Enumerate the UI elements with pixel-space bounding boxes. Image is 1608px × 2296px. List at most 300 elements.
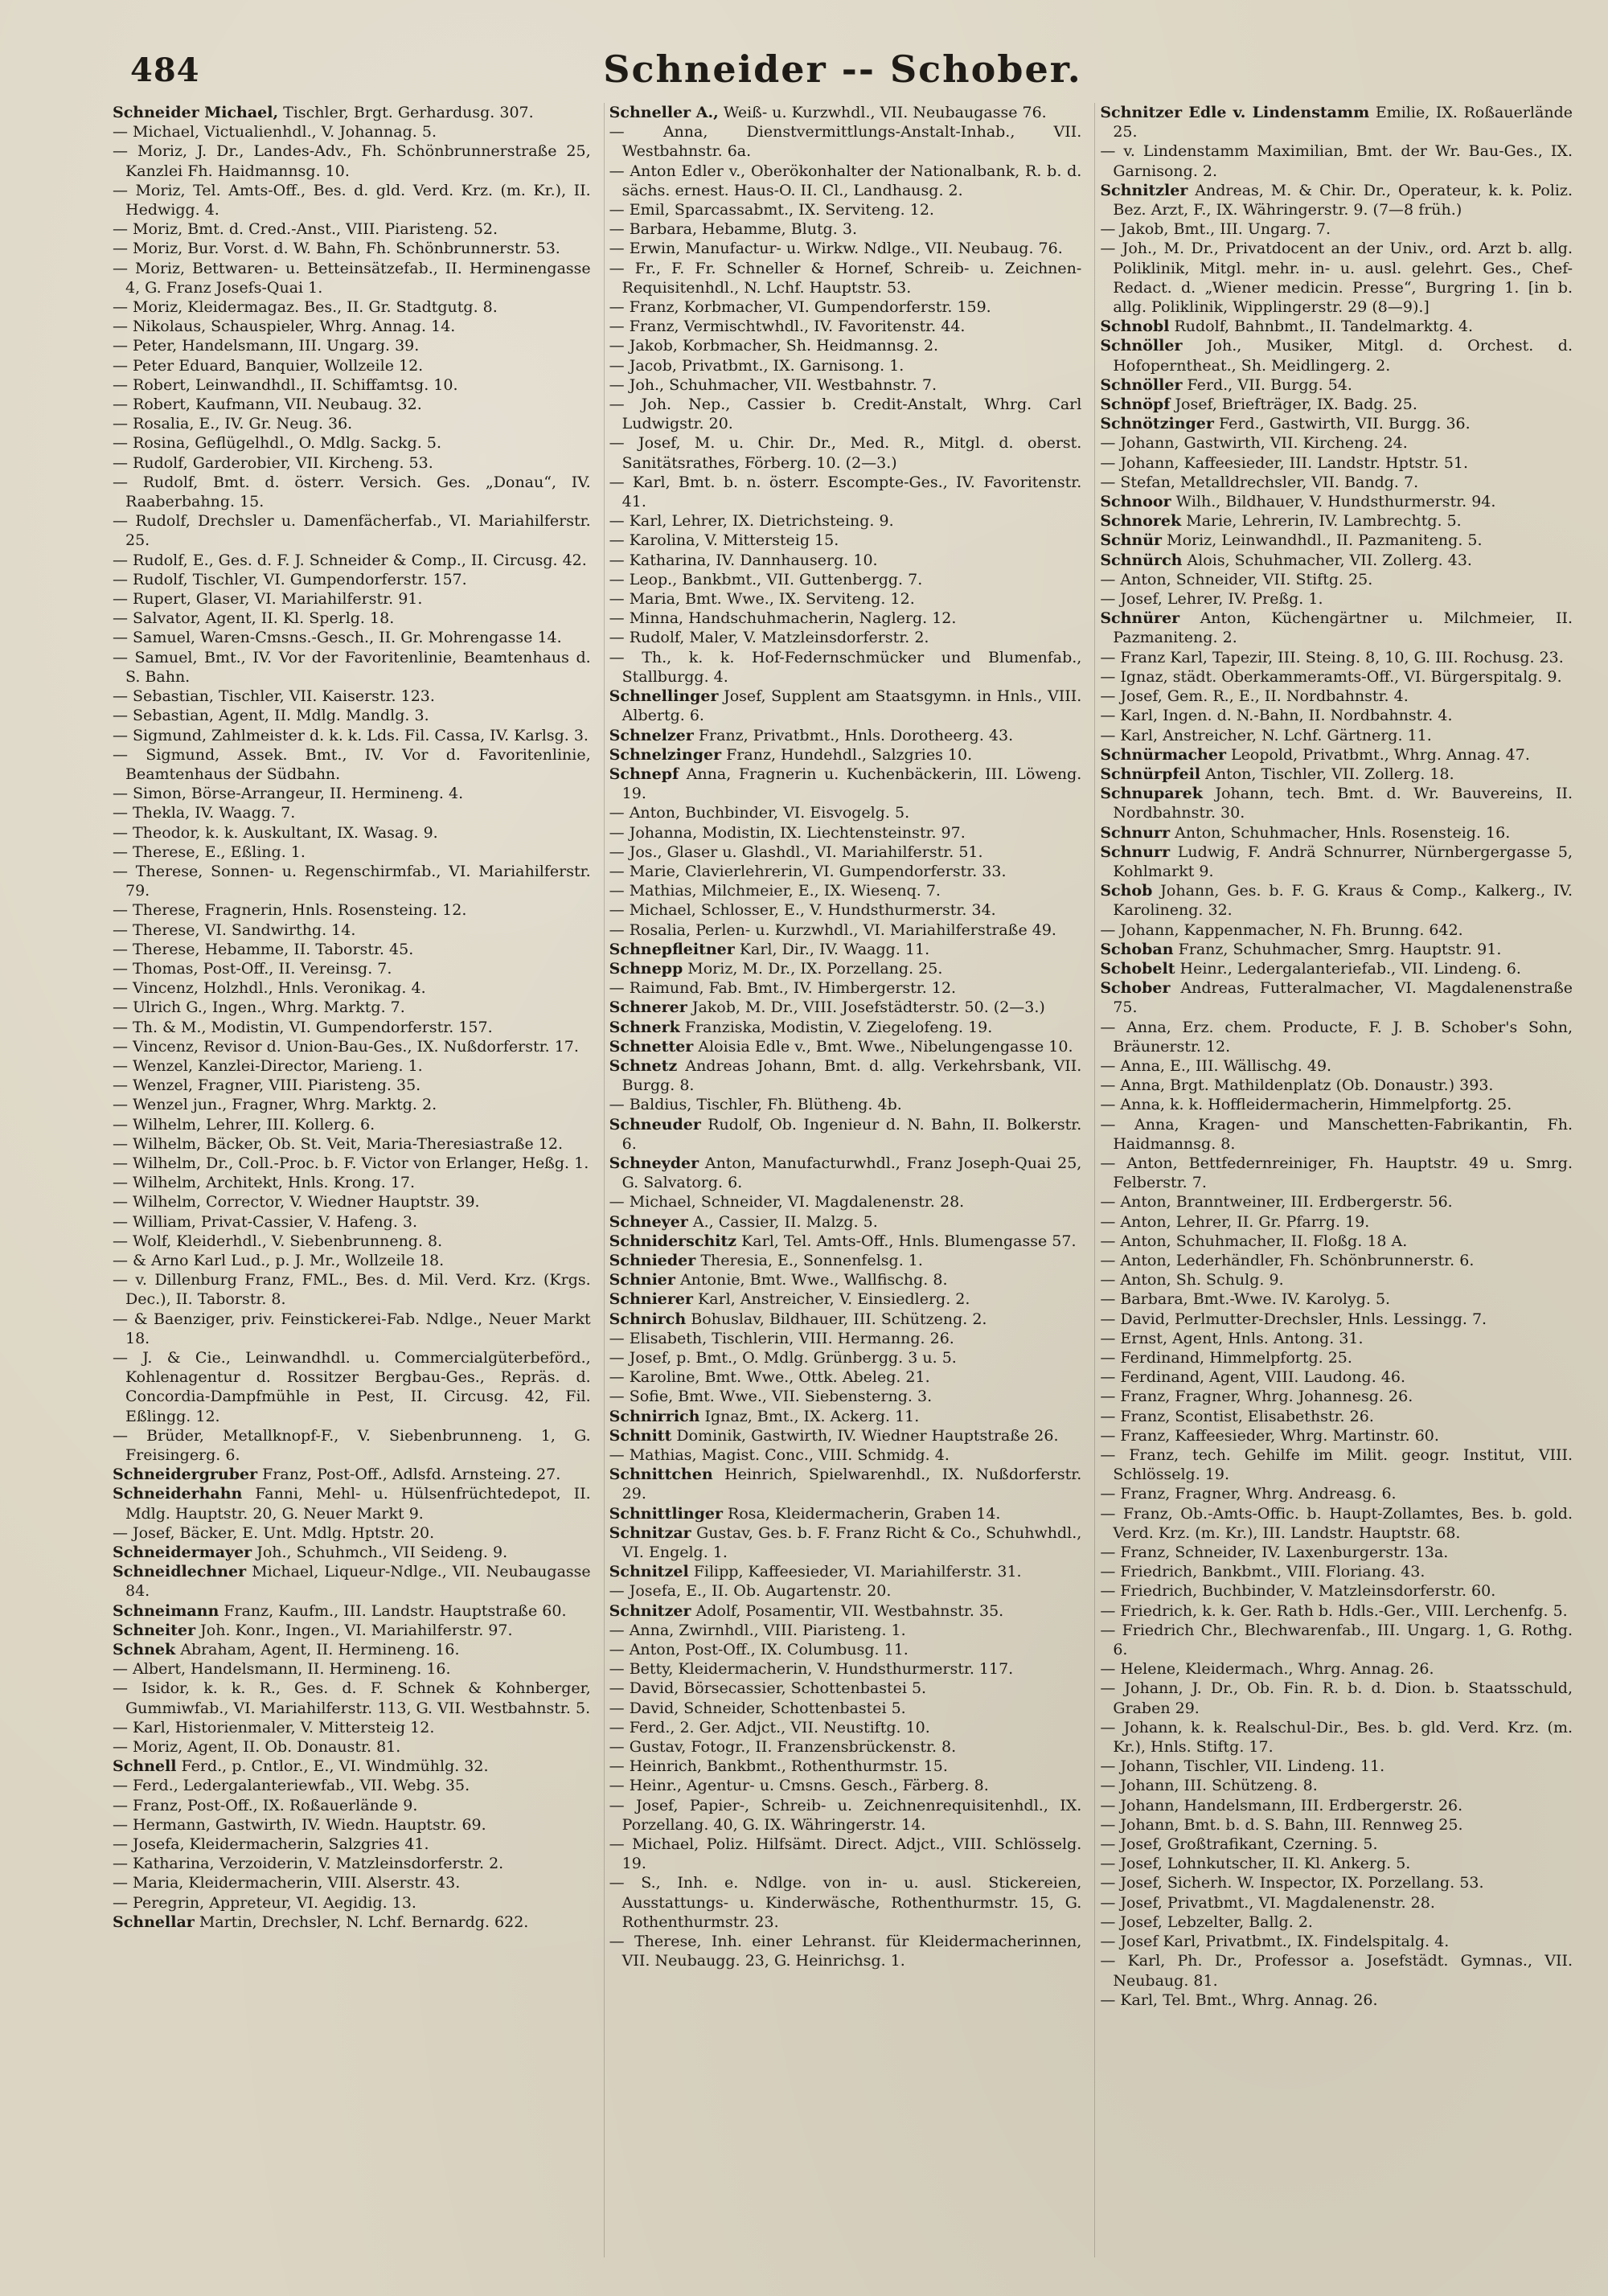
entry-details: — v. Lindenstamm Maximilian, Bmt. der Wr. Bau-Ges., IX. Garnisong. 2. — [1100, 142, 1573, 180]
entry-details: — Franz, Post-Off., IX. Roßauerlände 9. — [113, 1796, 418, 1814]
directory-entry — [113, 1310, 591, 1348]
entry-details: Abraham, Agent, II. Hermineng. 16. — [180, 1641, 460, 1659]
entry-details: Franz, Post-Off., Adlsfd. Arnsteing. 27. — [262, 1466, 561, 1484]
entry-surname: Schnuparek — [1100, 785, 1203, 803]
directory-entry — [113, 998, 591, 1017]
directory-entry — [609, 1621, 1082, 1640]
entry-details: — Katharina, IV. Dannhauserg. 10. — [609, 551, 878, 569]
directory-entry — [1100, 1913, 1573, 1932]
entry-details: Aloisia Edle v., Bmt. Wwe., Nibelungengasse 10. — [698, 1037, 1073, 1056]
directory-entry — [113, 1640, 591, 1659]
entry-surname: Schneller A., — [609, 104, 719, 121]
entry-surname: Schnier — [609, 1271, 675, 1289]
entry-details: — Franz, Vermischtwhdl., IV. Favoritenstr. 44. — [609, 318, 966, 336]
entry-details: — Michael, Schneider, VI. Magdalenenstr. 28. — [609, 1193, 965, 1212]
entry-details: — Wilhelm, Dr., Coll.-Proc. b. F. Victor von Erlanger, Heßg. 1. — [113, 1154, 589, 1172]
entry-details: — Friedrich Chr., Blechwarenfab., III. Ungarg. 1, G. Rothg. 6. — [1100, 1621, 1573, 1659]
entry-details: — Ferd., Ledergalanteriewfab., VII. Webg. 35. — [113, 1777, 470, 1795]
directory-entry — [1100, 1095, 1573, 1114]
entry-details: — Leop., Bankbmt., VII. Guttenbergg. 7. — [609, 570, 923, 588]
directory-entry — [609, 1037, 1082, 1056]
directory-entry — [113, 1076, 591, 1095]
entry-details: — Franz, Fragner, Whrg. Johannesg. 26. — [1100, 1388, 1413, 1406]
entry-details: — Josefa, Kleidermacherin, Salzgries 41. — [113, 1835, 429, 1854]
directory-entry — [1100, 239, 1573, 317]
entry-details: — Friedrich, Buchbinder, V. Matzleinsdorferstr. 60. — [1100, 1582, 1496, 1601]
directory-entry — [1100, 1232, 1573, 1251]
entry-details: — Therese, Sonnen- u. Regenschirmfab., VI. Mariahilferstr. 79. — [113, 862, 591, 900]
entry-surname: Schnitzer — [609, 1601, 691, 1620]
entry-details: — Brüder, Metallknopf-F., V. Siebenbrunneng. 1, G. Freisingerg. 6. — [113, 1426, 591, 1465]
entry-details: — Stefan, Metalldrechsler, VII. Bandg. 7. — [1100, 473, 1419, 491]
entry-details: — Josef, p. Bmt., O. Mdlg. Grünbergg. 3 u. 5. — [609, 1349, 957, 1367]
directory-entry — [1100, 784, 1573, 822]
entry-details: — Samuel, Bmt., IV. Vor der Favoritenlinie, Beamtenhaus d. S. Bahn. — [113, 648, 591, 686]
entry-surname: Schnerk — [609, 1018, 680, 1036]
directory-entry — [609, 687, 1082, 725]
entry-surname: Schneuder — [609, 1115, 701, 1134]
directory-entry — [609, 1932, 1082, 1970]
directory-entry — [113, 414, 591, 433]
entry-details: — Maria, Kleidermacherin, VIII. Alserstr. 43. — [113, 1874, 461, 1892]
entry-details: — Franz, tech. Gehilfe im Milit. geogr. Institut, VIII. Schlösselg. 19. — [1100, 1446, 1573, 1484]
entry-details: — Therese, Hebamme, II. Taborstr. 45. — [113, 940, 414, 958]
entry-details: — Anton Edler v., Oberökonhalter der Nationalbank, R. b. d. sächs. ernest. Haus-O. II. Cl., Landhausg. 2. — [609, 162, 1082, 199]
entry-details: Franz, Kaufm., III. Landstr. Hauptstraße 60. — [224, 1601, 567, 1620]
directory-entry — [113, 336, 591, 355]
entry-details: — Ernst, Agent, Hnls. Antong. 31. — [1100, 1329, 1364, 1347]
directory-entry — [113, 1154, 591, 1173]
entry-surname: Schneimann — [113, 1601, 219, 1620]
directory-entry — [609, 920, 1082, 940]
entry-details: Josef, Briefträger, IX. Badg. 25. — [1175, 396, 1417, 414]
entry-details: — Franz Karl, Tapezir, III. Steing. 8, 10, G. III. Rochusg. 23. — [1100, 648, 1564, 666]
entry-details: — Anna, Kragen- und Manschetten-Fabrikantin, Fh. Haidmannsg. 8. — [1100, 1115, 1573, 1153]
entry-details: Joh. Konr., Ingen., VI. Mariahilferstr. 97. — [200, 1621, 513, 1639]
entry-surname: Schnoor — [1100, 493, 1171, 511]
directory-entry — [609, 1523, 1082, 1562]
entry-details: — Josef Karl, Privatbmt., IX. Findelspitalg. 4. — [1100, 1933, 1450, 1951]
entry-details: Anna, Fragnerin u. Kuchenbäckerin, III. Löweng. 19. — [621, 765, 1082, 803]
directory-entry — [113, 1718, 591, 1737]
entry-details: — Peter, Handelsmann, III. Ungarg. 39. — [113, 337, 420, 355]
directory-entry — [609, 219, 1082, 239]
entry-details: — Rudolf, Tischler, VI. Gumpendorferstr. 157. — [113, 570, 467, 588]
entry-details: Emilie, IX. Roßauerlände 25. — [1113, 104, 1573, 141]
entry-surname: Schneiderhahn — [113, 1485, 243, 1503]
entry-surname: Schobelt — [1100, 959, 1175, 978]
directory-entry — [609, 1192, 1082, 1212]
entry-details: — Jakob, Bmt., III. Ungarg. 7. — [1100, 220, 1331, 239]
entry-details: — Albert, Handelsmann, II. Hermineng. 16. — [113, 1660, 451, 1679]
directory-entry — [609, 900, 1082, 920]
entry-details: — Thekla, IV. Waagg. 7. — [113, 804, 296, 822]
directory-entry — [113, 317, 591, 336]
entry-details: Andreas, M. & Chir. Dr., Operateur, k. k. Poliz. Bez. Arzt, F., IX. Währingerstr. 9. (7—8 früh.) — [1113, 181, 1573, 219]
directory-entry — [1100, 181, 1573, 219]
directory-entry — [1100, 1056, 1573, 1076]
directory-entry — [609, 959, 1082, 978]
directory-entry — [113, 1854, 591, 1873]
entry-details: — Robert, Kaufmann, VII. Neubaug. 32. — [113, 396, 422, 414]
directory-entry — [1100, 1562, 1573, 1581]
directory-entry — [609, 473, 1082, 511]
directory-entry — [113, 843, 591, 862]
entry-details: — Wilhelm, Bäcker, Ob. St. Veit, Maria-Theresiastraße 12. — [113, 1134, 563, 1153]
entry-details: — Robert, Leinwandhdl., II. Schiffamtsg. 10. — [113, 375, 458, 394]
entry-details: — Josef, Privatbmt., VI. Magdalenenstr. 28. — [1100, 1893, 1435, 1912]
entry-details: — Franz, Kaffeesieder, Whrg. Martinstr. 60. — [1100, 1426, 1439, 1445]
entry-details: — Franz, Fragner, Whrg. Andreasg. 6. — [1100, 1485, 1397, 1503]
entry-details: — Anton, Buchbinder, VI. Eisvogelg. 5. — [609, 804, 910, 822]
entry-details: — Sigmund, Assek. Bmt., IV. Vor d. Favoritenlinie, Beamtenhaus der Südbahn. — [113, 745, 591, 783]
entry-surname: Schnepp — [609, 959, 683, 978]
entry-surname: Schnirrich — [609, 1407, 700, 1425]
entry-details: — Therese, E., Eßling. 1. — [113, 843, 306, 861]
entry-details: — Karl, Tel. Bmt., Whrg. Annag. 26. — [1100, 1991, 1378, 2009]
entry-details: — Therese, VI. Sandwirthg. 14. — [113, 920, 356, 939]
entry-details: Antonie, Bmt. Wwe., Wallfischg. 8. — [679, 1271, 948, 1289]
directory-entry — [609, 1699, 1082, 1718]
directory-entry — [1100, 1445, 1573, 1484]
entry-details: Leopold, Privatbmt., Whrg. Annag. 47. — [1231, 745, 1530, 764]
entry-details: — Josef, M. u. Chir. Dr., Med. R., Mitgl. d. oberst. Sanitätsrathes, Förberg. 10. (2—3.) — [609, 434, 1082, 472]
directory-entry — [609, 1095, 1082, 1114]
entry-details: Martin, Drechsler, N. Lchf. Bernardg. 622. — [199, 1913, 529, 1931]
entry-details: Heinr., Ledergalanteriefab., VII. Lindeng. 6. — [1179, 959, 1521, 978]
directory-entry — [113, 122, 591, 141]
entry-details: — Josef, Lebzelter, Ballg. 2. — [1100, 1913, 1313, 1931]
directory-entry — [113, 395, 591, 414]
directory-entry — [113, 1601, 591, 1621]
directory-entry — [1100, 978, 1573, 1017]
directory-entry — [113, 570, 591, 589]
entry-details: Joh., Schuhmch., VII Seideng. 9. — [256, 1544, 508, 1562]
directory-entry — [113, 1134, 591, 1154]
directory-entry — [609, 1426, 1082, 1445]
directory-entry — [113, 1679, 591, 1717]
entry-surname: Schnöller — [1100, 375, 1183, 394]
directory-entry — [113, 648, 591, 687]
entry-surname: Schnöpf — [1100, 396, 1171, 414]
entry-details: Franz, Hundehdl., Salzgries 10. — [726, 745, 973, 764]
entry-details: Rosa, Kleidermacherin, Graben 14. — [728, 1504, 1001, 1523]
entry-details: Karl, Anstreicher, V. Einsiedlerg. 2. — [698, 1290, 970, 1309]
entry-details: — Heinrich, Bankbmt., Rothenthurmstr. 15. — [609, 1757, 948, 1776]
directory-entry — [1100, 609, 1573, 647]
directory-entry — [113, 141, 591, 180]
directory-entry — [609, 1018, 1082, 1037]
directory-entry — [609, 259, 1082, 297]
entry-details: Alois, Schuhmacher, VII. Zollerg. 43. — [1187, 551, 1472, 569]
entry-surname: Schnürer — [1100, 609, 1180, 628]
directory-entry — [609, 1659, 1082, 1679]
entry-surname: Schniderschitz — [609, 1232, 737, 1250]
directory-entry — [113, 1543, 591, 1562]
entry-details: — Anna, E., III. Wällischg. 49. — [1100, 1056, 1332, 1075]
directory-entry — [1100, 940, 1573, 959]
directory-entry — [1100, 414, 1573, 433]
directory-entry — [609, 1757, 1082, 1776]
entry-details: — Wolf, Kleiderhdl., V. Siebenbrunneng. 8. — [113, 1232, 443, 1250]
directory-entry — [1100, 745, 1573, 765]
entry-details: — Franz, Schneider, IV. Laxenburgerstr. 13a. — [1100, 1544, 1449, 1562]
directory-entry — [113, 1796, 591, 1815]
entry-details: — Vincenz, Holzhdl., Hnls. Veronikag. 4. — [113, 979, 426, 998]
entry-details: — Johann, Tischler, VII. Lindeng. 11. — [1100, 1757, 1385, 1776]
entry-details: Bohuslav, Bildhauer, III. Schützeng. 2. — [691, 1310, 987, 1328]
entry-details: Wilh., Bildhauer, V. Hundsthurmerstr. 94. — [1175, 493, 1496, 511]
directory-entry — [113, 1776, 591, 1795]
directory-entry — [113, 1348, 591, 1426]
entry-details: — Ignaz, städt. Oberkammeramts-Off., VI. Bürgerspitalg. 9. — [1100, 667, 1562, 686]
entry-details: — Joh., M. Dr., Privatdocent an der Univ., ord. Arzt b. allg. Poliklinik, Mitgl. mehr. in- u. ausl. gelehrt. Ges., Chef-Redact. d. „Wiener medicin. Presse“, Burgring 1. [in b. allg. Poliklinik, Wipplingerstr. 29 (8—9).] — [1100, 240, 1573, 317]
directory-entry — [113, 259, 591, 297]
directory-entry — [113, 687, 591, 706]
directory-entry — [113, 551, 591, 570]
page-number: 484 — [130, 51, 200, 89]
entry-surname: Schneidermayer — [113, 1544, 252, 1562]
entry-details: Johann, Ges. b. F. G. Kraus & Comp., Kalkerg., IV. Karolineng. 32. — [1113, 882, 1573, 920]
directory-entry — [1100, 1854, 1573, 1873]
directory-entry — [609, 1873, 1082, 1932]
entry-details: — Anton, Lederhändler, Fh. Schönbrunnerstr. 6. — [1100, 1251, 1475, 1269]
directory-entry — [609, 1737, 1082, 1757]
entry-details: — Moriz, Tel. Amts-Off., Bes. d. gld. Verd. Krz. (m. Kr.), II. Hedwigg. 4. — [113, 181, 591, 219]
entry-details: — Anton, Branntweiner, III. Erdbergerstr. 56. — [1100, 1193, 1453, 1212]
entry-details: Michael, Liqueur-Ndlge., VII. Neubaugasse 84. — [125, 1563, 591, 1601]
directory-entry — [609, 336, 1082, 355]
directory-entry — [1100, 1815, 1573, 1835]
entry-details: — Betty, Kleidermacherin, V. Hundsthurmerstr. 117. — [609, 1660, 1014, 1679]
entry-details: — Josef, Sicherh. W. Inspector, IX. Porzellang. 53. — [1100, 1874, 1484, 1892]
directory-entry — [1100, 395, 1573, 414]
directory-entry — [609, 1289, 1082, 1309]
directory-entry — [113, 959, 591, 978]
entry-surname: Schnelzinger — [609, 745, 722, 764]
directory-entry — [1100, 1679, 1573, 1717]
entry-details: Johann, tech. Bmt. d. Wr. Bauvereins, II. Nordbahnstr. 30. — [1113, 785, 1573, 822]
directory-entry — [1100, 920, 1573, 940]
directory-entry — [1100, 1212, 1573, 1232]
entry-details: — Anna, Erz. chem. Producte, F. J. B. Schober's Sohn, Bräunerstr. 12. — [1100, 1018, 1573, 1056]
entry-details: — Wenzel, Kanzlei-Director, Marieng. 1. — [113, 1056, 423, 1075]
entry-details: — Michael, Victualienhdl., V. Johannag. 5. — [113, 123, 437, 141]
directory-entry — [113, 628, 591, 647]
directory-entry — [1100, 1581, 1573, 1601]
entry-surname: Schnetz — [609, 1056, 678, 1075]
directory-entry — [1100, 1951, 1573, 1990]
directory-entry — [609, 823, 1082, 843]
page-header — [113, 35, 1573, 103]
entry-surname: Schnepfleitner — [609, 940, 735, 958]
directory-entry — [1100, 726, 1573, 745]
directory-entry — [113, 1095, 591, 1114]
entry-details: — Samuel, Waren-Cmsns.-Gesch., II. Gr. Mohrengasse 14. — [113, 629, 562, 647]
directory-entry — [609, 551, 1082, 570]
directory-entry — [1100, 1329, 1573, 1348]
entry-details: Moriz, M. Dr., IX. Porzellang. 25. — [687, 959, 943, 978]
column-1 — [113, 103, 591, 2257]
entry-surname: Schnitzer Edle v. Lindenstamm — [1100, 104, 1370, 121]
entry-details: — Fr., F. Fr. Schneller & Hornef, Schreib- u. Zeichnen-Requisitenhdl., N. Lchf. Hauptstr. 53. — [609, 259, 1082, 297]
directory-entry — [113, 1192, 591, 1212]
entry-details: — Isidor, k. k. R., Ges. d. F. Schnek & Kohnberger, Gummiwfab., VI. Mariahilferstr. 113, G. VII. Westbahnstr. 5. — [113, 1679, 591, 1717]
entry-details: Marie, Lehrerin, IV. Lambrechtg. 5. — [1186, 512, 1462, 531]
entry-details: — Erwin, Manufactur- u. Wirkw. Ndlge., VII. Neubaug. 76. — [609, 240, 1063, 258]
directory-entry — [113, 375, 591, 395]
entry-details: — Josef, Gem. R., E., II. Nordbahnstr. 4. — [1100, 687, 1409, 706]
entry-surname: Schnobl — [1100, 318, 1170, 336]
entry-details: — Josef, Großtrafikant, Czerning. 5. — [1100, 1835, 1378, 1854]
directory-entry — [113, 900, 591, 920]
directory-entry — [1100, 1659, 1573, 1679]
directory-entry — [609, 162, 1082, 200]
directory-entry — [609, 531, 1082, 550]
directory-entry — [1100, 1504, 1573, 1543]
directory-entry — [609, 1562, 1082, 1581]
entry-surname: Schnek — [113, 1641, 176, 1659]
entry-details: — Rudolf, Drechsler u. Damenfächerfab., VI. Mariahilferstr. 25. — [113, 512, 591, 550]
directory-entry — [609, 1387, 1082, 1406]
directory-entry — [113, 1173, 591, 1192]
entry-surname: Schnötzinger — [1100, 415, 1214, 433]
entry-details: Rudolf, Ob. Ingenieur d. N. Bahn, II. Bolkerstr. 6. — [621, 1115, 1082, 1153]
directory-entry — [1100, 1757, 1573, 1776]
entry-surname: Schnepf — [609, 765, 679, 783]
entry-details: — Simon, Börse-Arrangeur, II. Hermineng. 4. — [113, 785, 464, 803]
directory-entry — [113, 511, 591, 550]
directory-entry — [609, 1445, 1082, 1465]
directory-entry — [113, 1465, 591, 1484]
entry-details: — & Arno Karl Lud., p. J. Mr., Wollzeile 18. — [113, 1251, 445, 1269]
directory-entry — [113, 1562, 591, 1601]
directory-entry — [609, 1581, 1082, 1601]
entry-details: — Nikolaus, Schauspieler, Whrg. Annag. 14. — [113, 318, 456, 336]
directory-entry — [1100, 433, 1573, 453]
entry-surname: Schneyer — [609, 1212, 688, 1231]
entry-details: — Anton, Sh. Schulg. 9. — [1100, 1271, 1284, 1289]
entry-details: Adolf, Posamentir, VII. Westbahnstr. 35. — [695, 1601, 1004, 1620]
directory-entry — [1100, 551, 1573, 570]
entry-details: — Wenzel jun., Fragner, Whrg. Marktg. 2. — [113, 1096, 437, 1114]
directory-entry — [609, 803, 1082, 822]
directory-entry — [113, 823, 591, 843]
entry-surname: Schnellar — [113, 1913, 195, 1931]
entry-details: — Karl, Lehrer, IX. Dietrichsteing. 9. — [609, 512, 894, 531]
directory-entry — [1100, 1270, 1573, 1289]
directory-entry — [609, 745, 1082, 765]
directory-entry — [113, 1484, 591, 1523]
directory-entry — [1100, 103, 1573, 141]
directory-entry — [609, 1796, 1082, 1835]
directory-entry — [113, 1056, 591, 1076]
directory-entry — [113, 745, 591, 784]
entry-details: — Josef, Lohnkutscher, II. Kl. Ankerg. 5. — [1100, 1855, 1411, 1873]
column-3 — [1094, 103, 1573, 2257]
directory-entry — [609, 881, 1082, 900]
entry-details: — Karl, Bmt. b. n. österr. Escompte-Ges., IV. Favoritenstr. 41. — [609, 473, 1082, 511]
entry-details: — Peregrin, Appreteur, VI. Aegidig. 13. — [113, 1893, 416, 1912]
entry-surname: Schnerer — [609, 998, 687, 1017]
directory-entry — [113, 1621, 591, 1640]
directory-entry — [1100, 570, 1573, 589]
directory-entry — [113, 219, 591, 239]
entry-details: — Johann, Kaffeesieder, III. Landstr. Hptstr. 51. — [1100, 453, 1469, 472]
directory-entry — [1100, 336, 1573, 375]
entry-details: — Franz, Ob.-Amts-Offic. b. Haupt-Zollamtes, Bes. b. gold. Verd. Krz. (m. Kr.), III. Landstr. Hauptstr. 68. — [1100, 1504, 1573, 1542]
directory-entry — [1100, 765, 1573, 784]
entry-details: — Anton, Lehrer, II. Gr. Pfarrg. 19. — [1100, 1212, 1370, 1231]
entry-surname: Schneyder — [609, 1154, 699, 1172]
entry-details: Weiß- u. Kurzwhdl., VII. Neubaugasse 76. — [723, 104, 1047, 121]
entry-details: — Wenzel, Fragner, VIII. Piaristeng. 35. — [113, 1076, 421, 1095]
entry-details: — Barbara, Hebamme, Blutg. 3. — [609, 220, 857, 239]
directory-entry — [609, 1154, 1082, 1192]
entry-surname: Schnür — [1100, 531, 1163, 550]
entry-details: — Barbara, Bmt.-Wwe. IV. Karolyg. 5. — [1100, 1290, 1391, 1309]
directory-entry — [113, 1037, 591, 1056]
directory-entry — [609, 1251, 1082, 1270]
directory-entry — [113, 920, 591, 940]
entry-details: — Jacob, Privatbmt., IX. Garnisong. 1. — [609, 356, 904, 375]
entry-surname: Schnürpfeil — [1100, 765, 1201, 783]
entry-details: — Moriz, Bmt. d. Cred.-Anst., VIII. Piaristeng. 52. — [113, 220, 498, 239]
directory-entry — [113, 1873, 591, 1892]
entry-details: — Heinr., Agentur- u. Cmsns. Gesch., Färberg. 8. — [609, 1777, 989, 1795]
entry-details: Dominik, Gastwirth, IV. Wiedner Hauptstraße 26. — [676, 1426, 1059, 1445]
entry-details: — Anna, k. k. Hoffleidermacherin, Himmelpfortg. 25. — [1100, 1096, 1512, 1114]
entry-details: — Moriz, Bettwaren- u. Betteinsätzefab., II. Herminengasse 4, G. Franz Josefs-Quai 1. — [113, 259, 591, 297]
entry-details: Theresia, E., Sonnenfelsg. 1. — [700, 1251, 923, 1269]
entry-details: — Vincenz, Revisor d. Union-Bau-Ges., IX. Nußdorferstr. 17. — [113, 1037, 579, 1056]
entry-surname: Schnitzel — [609, 1563, 689, 1581]
entry-details: — Raimund, Fab. Bmt., IV. Himbergerstr. 12. — [609, 979, 957, 998]
entry-details: — Johann, Handelsmann, III. Erdbergerstr. 26. — [1100, 1796, 1463, 1814]
entry-details: — Friedrich, Bankbmt., VIII. Floriang. 43. — [1100, 1563, 1425, 1581]
directory-entry — [1100, 1932, 1573, 1951]
entry-details: — Johann, Gastwirth, VII. Kircheng. 24. — [1100, 434, 1408, 453]
directory-entry — [113, 1523, 591, 1543]
directory-entry — [609, 1504, 1082, 1523]
entry-details: — Anton, Post-Off., IX. Columbusg. 11. — [609, 1641, 909, 1659]
entry-details: Anton, Tischler, VII. Zollerg. 18. — [1205, 765, 1454, 783]
directory-entry — [609, 103, 1082, 122]
entry-details: — Joh., Schuhmacher, VII. Westbahnstr. 7. — [609, 375, 937, 394]
entry-details: — Franz, Korbmacher, VI. Gumpendorferstr. 159. — [609, 298, 991, 317]
directory-entry — [1100, 1718, 1573, 1757]
directory-entry — [1100, 1621, 1573, 1659]
directory-entry — [1100, 1484, 1573, 1503]
entry-surname: Schob — [1100, 882, 1153, 900]
entry-details: Anton, Schuhmacher, Hnls. Rosensteig. 16. — [1175, 823, 1511, 842]
directory-entry — [113, 1913, 591, 1932]
directory-entry — [113, 239, 591, 258]
directory-entry — [1100, 1426, 1573, 1445]
directory-entry — [1100, 1289, 1573, 1309]
entry-surname: Schneidergruber — [113, 1466, 258, 1484]
directory-entry — [609, 1407, 1082, 1426]
entry-surname: Schnürch — [1100, 551, 1183, 569]
directory-entry — [113, 706, 591, 725]
entry-details: Karl, Tel. Amts-Off., Hnls. Blumengasse 57. — [741, 1232, 1077, 1250]
directory-entry — [113, 297, 591, 317]
directory-entry — [1100, 453, 1573, 473]
directory-entry — [609, 1329, 1082, 1348]
entry-surname: Schneider Michael, — [113, 104, 279, 121]
entry-surname: Schnurr — [1100, 843, 1171, 861]
directory-entry — [609, 433, 1082, 472]
